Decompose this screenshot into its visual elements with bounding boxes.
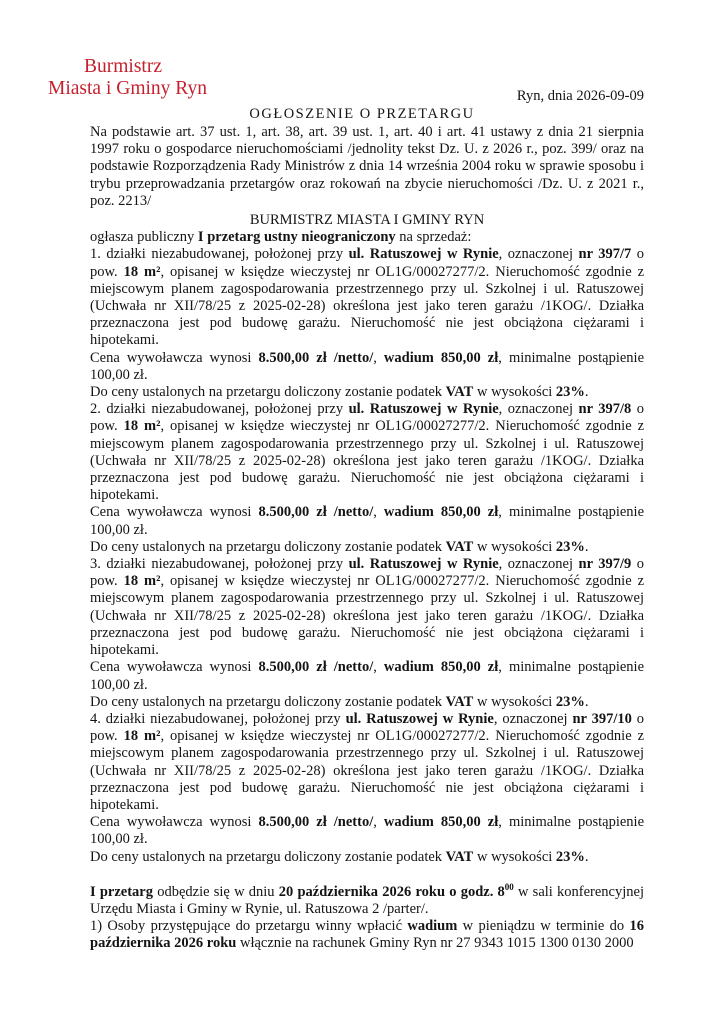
- price-text: ,: [373, 349, 384, 366]
- vat-rate: 23%: [555, 693, 585, 710]
- announcement-line: [90, 229, 644, 246]
- item-number: 3.: [90, 556, 107, 573]
- item-text: o pow.: [90, 710, 644, 745]
- auction-time-minutes: 00: [504, 881, 514, 892]
- price-text: , minimalne postąpienie 100,00 zł.: [90, 814, 645, 848]
- item-text: o pow.: [90, 556, 645, 590]
- condition-1: [90, 918, 644, 952]
- price-line: [90, 659, 644, 693]
- item-text: , opisanej w księdze wieczystej nr OL1G/00027277/2. Nieruchomość zgodnie z miejscowym planem zagospodarowania przestrzennego przy ul. Szkolnej i ul. Ratuszowej (Uchwała nr XII/78/25 z 2025-02-28) określona jest jako teren garażu /1KOG/. Działka przeznaczona jest pod budowę garażu. Nieruchomość nie jest obciążona ciężarami i hipotekami.: [90, 418, 645, 504]
- item-text: działki niezabudowanej, położonej przy: [105, 710, 346, 727]
- item-text: , oznaczonej: [498, 556, 579, 573]
- condition-text: w pieniądzu w terminie do: [457, 918, 630, 935]
- vat-rate: 23%: [555, 848, 585, 865]
- auction-info: [90, 881, 644, 918]
- price-line: [90, 350, 644, 384]
- parcel-description: [90, 401, 644, 504]
- vat-text: w wysokości: [473, 384, 556, 401]
- vat-text: Do ceny ustalonych na przetargu doliczony zostanie podatek: [90, 848, 446, 865]
- item-text: o pow.: [90, 246, 645, 280]
- vat-line: [90, 849, 644, 866]
- item-parcel-number: nr 397/8: [578, 401, 632, 418]
- item-text: działki niezabudowanej, położonej przy: [106, 246, 349, 263]
- price-text: Cena wywoławcza wynosi: [90, 814, 259, 831]
- deposit-amount: wadium 850,00 zł: [383, 349, 499, 366]
- price-text: , minimalne postąpienie 100,00 zł.: [90, 659, 645, 693]
- item-text: o pow.: [90, 401, 645, 435]
- price-text: , minimalne postąpienie 100,00 zł.: [90, 504, 645, 538]
- vat-text: Do ceny ustalonych na przetargu doliczony zostanie podatek: [90, 538, 446, 555]
- vat-label: VAT: [445, 384, 474, 401]
- item-area: 18 m²: [123, 728, 161, 745]
- vat-text: .: [584, 538, 589, 555]
- condition-text: włącznie na rachunek Gminy Ryn nr 27 9343 1015 1300 0130 2000: [236, 935, 634, 952]
- item-parcel-number: nr 397/9: [578, 556, 632, 573]
- announcement-pre: ogłasza publiczny: [90, 229, 198, 246]
- vat-text: Do ceny ustalonych na przetargu doliczony zostanie podatek: [90, 693, 446, 710]
- price-text: ,: [373, 814, 384, 831]
- item-street: ul. Ratuszowej w Rynie: [348, 401, 499, 418]
- item-text: , oznaczonej: [498, 246, 579, 263]
- vat-text: w wysokości: [473, 693, 556, 710]
- parcel-item-4: [90, 711, 644, 866]
- item-street: ul. Ratuszowej w Rynie: [345, 710, 494, 727]
- condition-text: 1) Osoby przystępujące do przetargu winny wpłacić: [90, 918, 408, 935]
- starting-price: 8.500,00 zł /netto/: [258, 349, 374, 366]
- announcement-post: na sprzedaż:: [395, 229, 472, 246]
- condition-deadline: 16 października 2026 roku: [90, 918, 644, 952]
- vat-text: .: [584, 384, 589, 401]
- starting-price: 8.500,00 zł /netto/: [258, 504, 374, 521]
- spacer: [90, 866, 644, 884]
- price-text: Cena wywoławcza wynosi: [90, 349, 259, 366]
- item-street: ul. Ratuszowej w Rynie: [348, 246, 499, 263]
- parcel-item-1: [90, 246, 644, 401]
- parcel-item-3: [90, 556, 644, 711]
- auction-text: w sali konferencyjnej Urzędu Miasta i Gminy w Rynie, ul. Ratuszowa 2 /parter/.: [90, 883, 644, 917]
- subheading: BURMISTRZ MIASTA I GMINY RYN: [249, 212, 485, 229]
- issuer-line-1: Burmistrz: [84, 56, 162, 77]
- item-street: ul. Ratuszowej w Rynie: [348, 556, 499, 573]
- deposit-amount: wadium 850,00 zł: [383, 504, 499, 521]
- item-text: , opisanej w księdze wieczystej nr OL1G/00027277/2. Nieruchomość zgodnie z miejscowym planem zagospodarowania przestrzennego przy ul. Szkolnej i ul. Ratuszowej (Uchwała nr XII/78/25 z 2025-02-28) określona jest jako teren garażu /1KOG/. Działka przeznaczona jest pod budowę garażu. Nieruchomość nie jest obciążona ciężarami i hipotekami.: [90, 263, 645, 349]
- vat-text: w wysokości: [473, 538, 556, 555]
- item-parcel-number: nr 397/10: [572, 710, 632, 727]
- items-list: [90, 246, 644, 865]
- item-number: 4.: [90, 710, 106, 727]
- item-text: , opisanej w księdze wieczystej nr OL1G/00027277/2. Nieruchomość zgodnie z miejscowym planem zagospodarowania przestrzennego przy ul. Szkolnej i ul. Ratuszowej (Uchwała nr XII/78/25 z 2025-02-28) określona jest jako teren garażu /1KOG/. Działka przeznaczona jest pod budowę garażu. Nieruchomość nie jest obciążona ciężarami i hipotekami.: [90, 728, 645, 813]
- vat-line: [90, 539, 644, 556]
- item-text: , oznaczonej: [498, 401, 579, 418]
- price-text: ,: [373, 659, 384, 676]
- vat-rate: 23%: [555, 384, 585, 401]
- vat-text: .: [584, 848, 589, 865]
- item-number: 1.: [90, 246, 107, 263]
- price-text: Cena wywoławcza wynosi: [90, 659, 259, 676]
- price-text: ,: [373, 504, 384, 521]
- parcel-description: [90, 556, 644, 659]
- document-title: OGŁOSZENIE O PRZETARGU: [249, 106, 475, 122]
- starting-price: 8.500,00 zł /netto/: [258, 814, 374, 831]
- deposit-amount: wadium 850,00 zł: [383, 814, 499, 831]
- item-area: 18 m²: [123, 263, 161, 280]
- auction-label: I przetarg: [90, 883, 153, 900]
- deposit-amount: wadium 850,00 zł: [383, 659, 499, 676]
- price-text: , minimalne postąpienie 100,00 zł.: [90, 349, 645, 383]
- vat-text: w wysokości: [473, 848, 556, 865]
- vat-text: .: [584, 693, 589, 710]
- vat-rate: 23%: [555, 538, 585, 555]
- price-text: Cena wywoławcza wynosi: [90, 504, 259, 521]
- price-line: [90, 504, 644, 538]
- date-line: Ryn, dnia 2026-09-09: [516, 88, 644, 104]
- legal-basis: Na podstawie art. 37 ust. 1, art. 38, art. 39 ust. 1, art. 40 i art. 41 ustawy z dnia 21 sierpnia 1997 roku o gospodarce nieruchomościami /jednolity tekst Dz. U. z 2026 r., poz. 399/ oraz na podstawie Rozporządzenia Rady Ministrów z dnia 14 września 2004 roku w sprawie sposobu i trybu przeprowadzania przetargów oraz rokowań na zbycie nieruchomości /Dz. U. z 2021 r., poz. 2213/: [90, 124, 644, 209]
- announcement-type: I przetarg ustny nieograniczony: [197, 229, 396, 246]
- item-text: , oznaczonej: [493, 710, 573, 727]
- issuer-line-2: Miasta i Gminy Ryn: [48, 78, 208, 99]
- vat-label: VAT: [445, 693, 474, 710]
- auction-date: [278, 881, 514, 900]
- vat-line: [90, 694, 644, 711]
- auction-date-text: 20 października 2026 roku o godz. 8: [278, 883, 505, 900]
- item-area: 18 m²: [123, 573, 161, 590]
- item-text: , opisanej w księdze wieczystej nr OL1G/00027277/2. Nieruchomość zgodnie z miejscowym planem zagospodarowania przestrzennego przy ul. Szkolnej i ul. Ratuszowej (Uchwała nr XII/78/25 z 2025-02-28) określona jest jako teren garażu /1KOG/. Działka przeznaczona jest pod budowę garażu. Nieruchomość nie jest obciążona ciężarami i hipotekami.: [90, 573, 645, 659]
- document-body: [90, 124, 644, 953]
- item-number: 2.: [90, 401, 107, 418]
- vat-label: VAT: [445, 848, 474, 865]
- vat-line: [90, 384, 644, 401]
- vat-text: Do ceny ustalonych na przetargu doliczony zostanie podatek: [90, 384, 446, 401]
- condition-deposit: wadium: [407, 918, 458, 935]
- starting-price: 8.500,00 zł /netto/: [258, 659, 374, 676]
- item-text: działki niezabudowanej, położonej przy: [106, 556, 349, 573]
- parcel-description: [90, 246, 644, 349]
- vat-label: VAT: [445, 538, 474, 555]
- price-line: [90, 814, 644, 848]
- parcel-description: [90, 711, 644, 814]
- item-parcel-number: nr 397/7: [578, 246, 632, 263]
- item-text: działki niezabudowanej, położonej przy: [106, 401, 349, 418]
- item-area: 18 m²: [123, 418, 161, 435]
- parcel-item-2: [90, 401, 644, 556]
- issuer-header: [48, 56, 207, 100]
- auction-text: odbędzie się w dniu: [153, 883, 279, 900]
